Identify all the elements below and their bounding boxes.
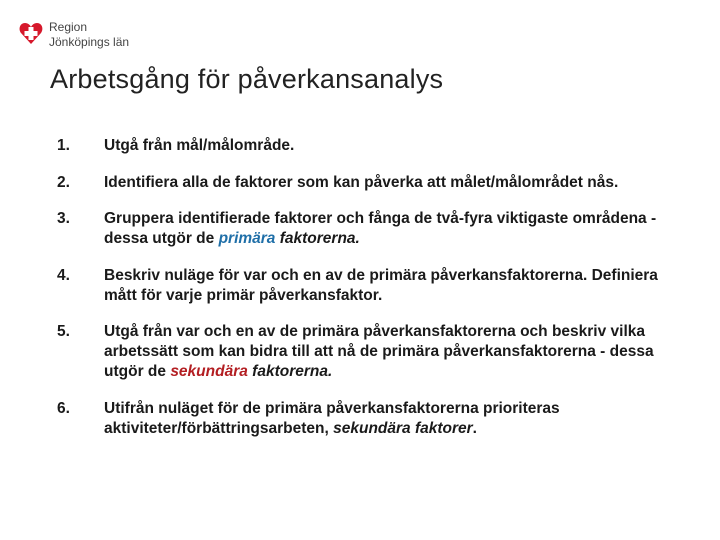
step-item-2 [57, 173, 687, 193]
step-text-part-italic: faktorerna. [247, 363, 333, 380]
region-heart-cross-icon [18, 20, 44, 46]
step-number: 4. [57, 266, 70, 284]
step-item-5 [57, 322, 687, 382]
step-number: 5. [57, 323, 70, 340]
step-text [104, 173, 687, 193]
step-text [104, 136, 687, 156]
page-title: Arbetsgång för påverkansanalys [50, 64, 444, 94]
secondary-emphasis: sekundära [170, 363, 248, 380]
step-number: 1. [57, 137, 70, 154]
logo-text-line2: Jönköpings län [49, 35, 130, 49]
primary-emphasis: primära [218, 230, 276, 247]
step-item-4 [57, 266, 687, 306]
step-item-1 [57, 136, 687, 156]
step-number: 6. [57, 399, 70, 417]
logo-text-line1: Region [49, 20, 88, 34]
step-item-3 [57, 209, 687, 249]
step-text [104, 399, 687, 439]
step-text-part: Utgå från var och en av de primära påverkansfaktorerna och beskriv vilka arbetssätt som kan bidra till att nå de primära påverkansfaktorerna - dessa utgör de [104, 323, 654, 380]
step-item-6 [57, 399, 687, 439]
step-text-part: . [472, 419, 477, 437]
step-text-part-italic: sekundära faktorer [333, 419, 473, 437]
step-text-part-italic: faktorerna. [275, 230, 360, 247]
step-text-part: Identifiera alla de faktorer som kan påverka att målet/målområdet nås. [104, 173, 619, 191]
step-number: 3. [57, 210, 70, 227]
step-text [104, 209, 687, 249]
step-number: 2. [57, 173, 70, 191]
region-logo [18, 18, 148, 54]
step-text [104, 322, 687, 382]
step-text-part: Beskriv nuläge för var och en av de primära påverkansfaktorerna. Definiera mått för varje primär påverkansfaktor. [104, 266, 658, 304]
step-text [104, 266, 687, 306]
step-text-part: Utifrån nuläget för de primära påverkansfaktorerna prioriteras aktiviteter/förbättringsarbeten, [104, 399, 560, 437]
step-text-part: Gruppera identifierade faktorer och fånga de två-fyra viktigaste områdena - dessa utgör de [104, 210, 657, 247]
steps-list [57, 136, 687, 455]
step-text-part: Utgå från mål/målområde. [104, 137, 295, 154]
